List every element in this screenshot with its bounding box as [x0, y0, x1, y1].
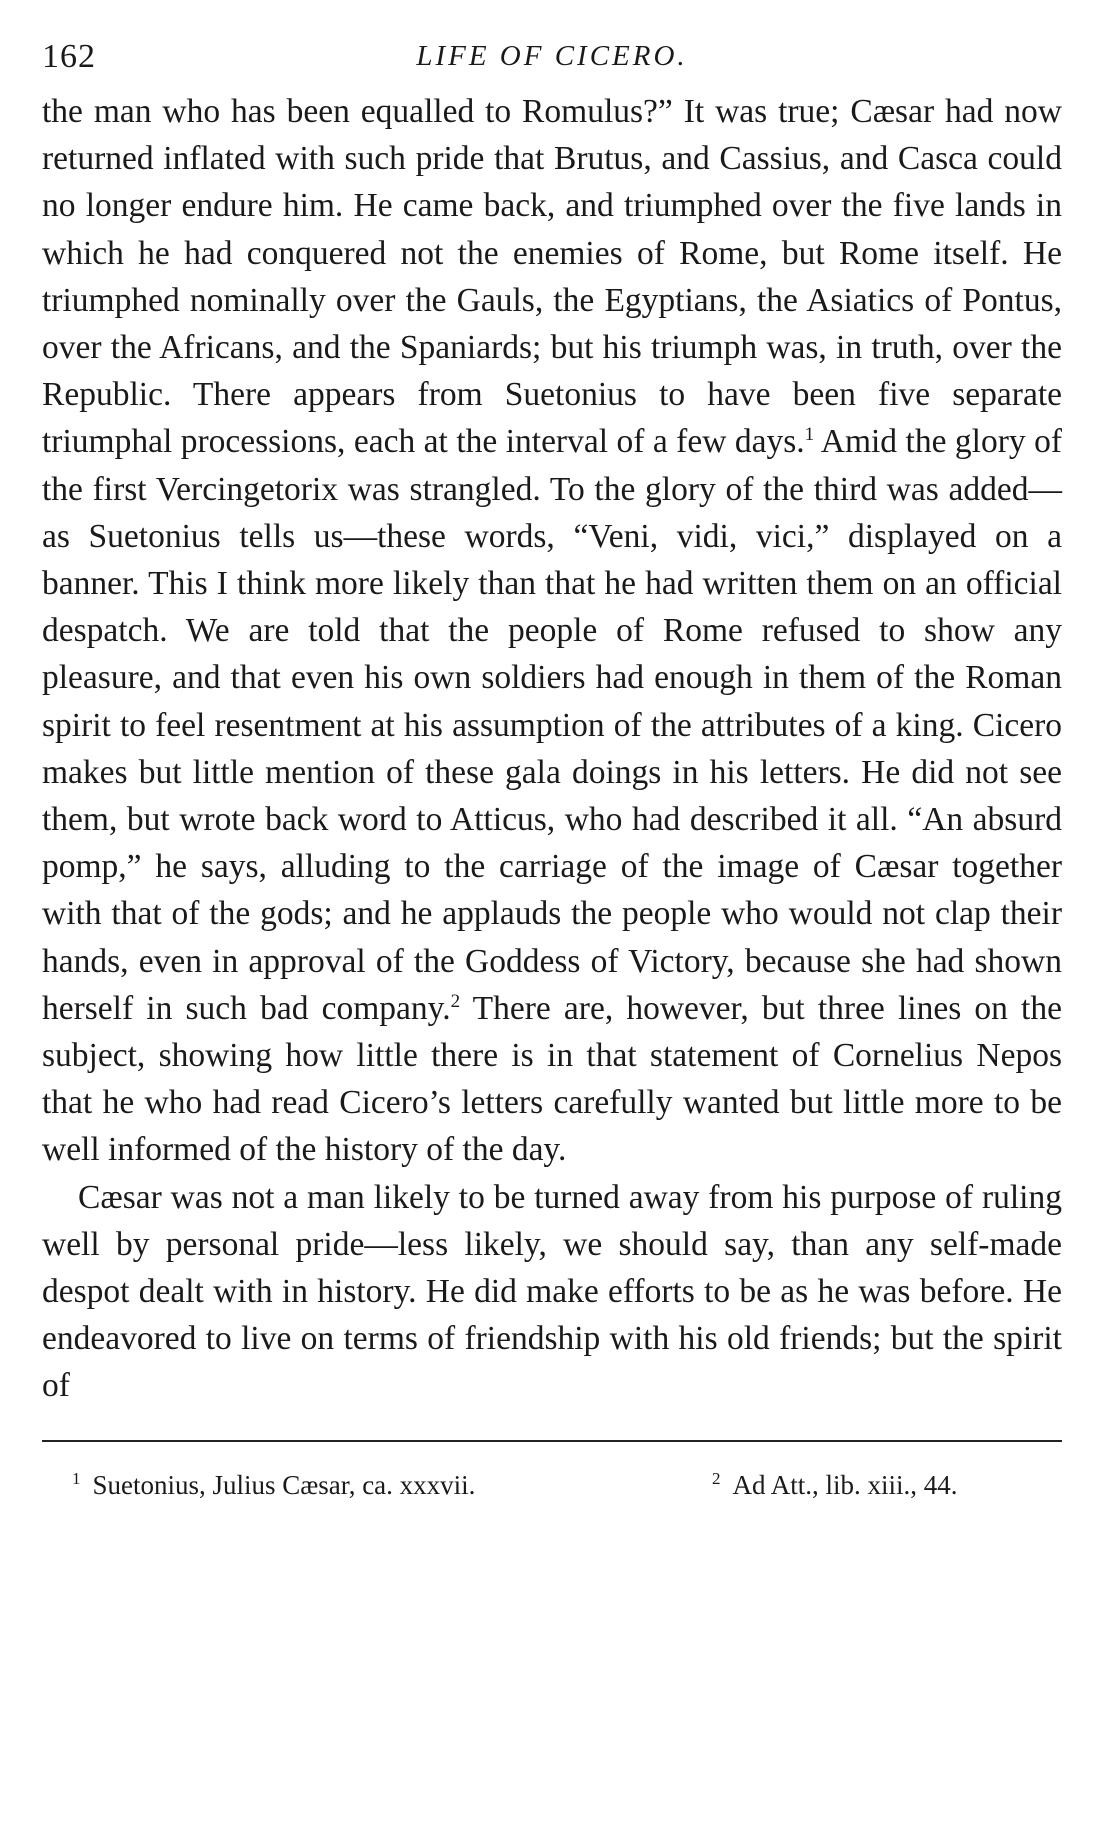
footnote-marker: 2: [712, 1468, 721, 1488]
paragraph: [42, 1174, 1062, 1410]
paragraph: [42, 88, 1062, 1174]
footnotes: [42, 1464, 1062, 1514]
footnote-text: Ad Att., lib. xiii., 44.: [732, 1469, 958, 1500]
footnote-reference: 2: [450, 990, 461, 1012]
footnote: [712, 1470, 958, 1501]
footnote-divider: [42, 1440, 1062, 1442]
book-page: [42, 28, 1062, 1514]
paragraph-text: Amid the glory of the first Vercingetorix was strangled. To the glory of the third was added—as Suetonius tells us—these words, “Veni, vidi, vici,” displayed on a banner. This I think more likely than that he had written them on an official despatch. We are told that the people of Rome refused to show any pleasure, and that even his own soldiers had enough in them of the Roman spirit to feel resentment at his assumption of the attributes of a king. Cicero makes but little mention of these gala doings in his letters. He did not see them, but wrote back word to Atticus, who had described it all. “An absurd pomp,” he says, alluding to the carriage of the image of Cæsar together with that of the gods; and he applauds the people who would not clap their hands, even in approval of the Goddess of Victory, because she had shown herself in such bad company.: [42, 423, 1062, 1027]
paragraph-text: the man who has been equalled to Romulus?” It was true; Cæsar had now returned inflated with such pride that Brutus, and Cassius, and Casca could no longer endure him. He came back, and triumphed over the five lands in which he had conquered not the enemies of Rome, but Rome itself. He triumphed nominally over the Gauls, the Egyptians, the Asiatics of Pontus, over the Africans, and the Spaniards; but his triumph was, in truth, over the Republic. There appears from Suetonius to have been five separate triumphal processions, each at the interval of a few days.: [42, 93, 1062, 461]
body-text: [42, 88, 1062, 1410]
footnote: [72, 1470, 475, 1501]
page-number: 162: [42, 38, 96, 75]
paragraph-text: Cæsar was not a man likely to be turned away from his purpose of ruling well by personal pride—less likely, we should say, than any self-made despot dealt with in history. He did make efforts to be as he was before. He endeavored to live on terms of friendship with his old friends; but the spirit of: [42, 1178, 1062, 1405]
footnote-marker: 1: [72, 1468, 81, 1488]
paragraph-text: There are, however, but three lines on the subject, showing how little there is in that statement of Cornelius Nepos that he who had read Cicero’s letters carefully wanted but little more to be well informed of the history of the day.: [42, 989, 1062, 1169]
running-head: [42, 28, 1062, 88]
footnote-text: Suetonius, Julius Cæsar, ca. xxxvii.: [92, 1469, 476, 1500]
running-title: LIFE OF CICERO.: [416, 40, 688, 72]
footnote-reference: 1: [804, 424, 815, 446]
